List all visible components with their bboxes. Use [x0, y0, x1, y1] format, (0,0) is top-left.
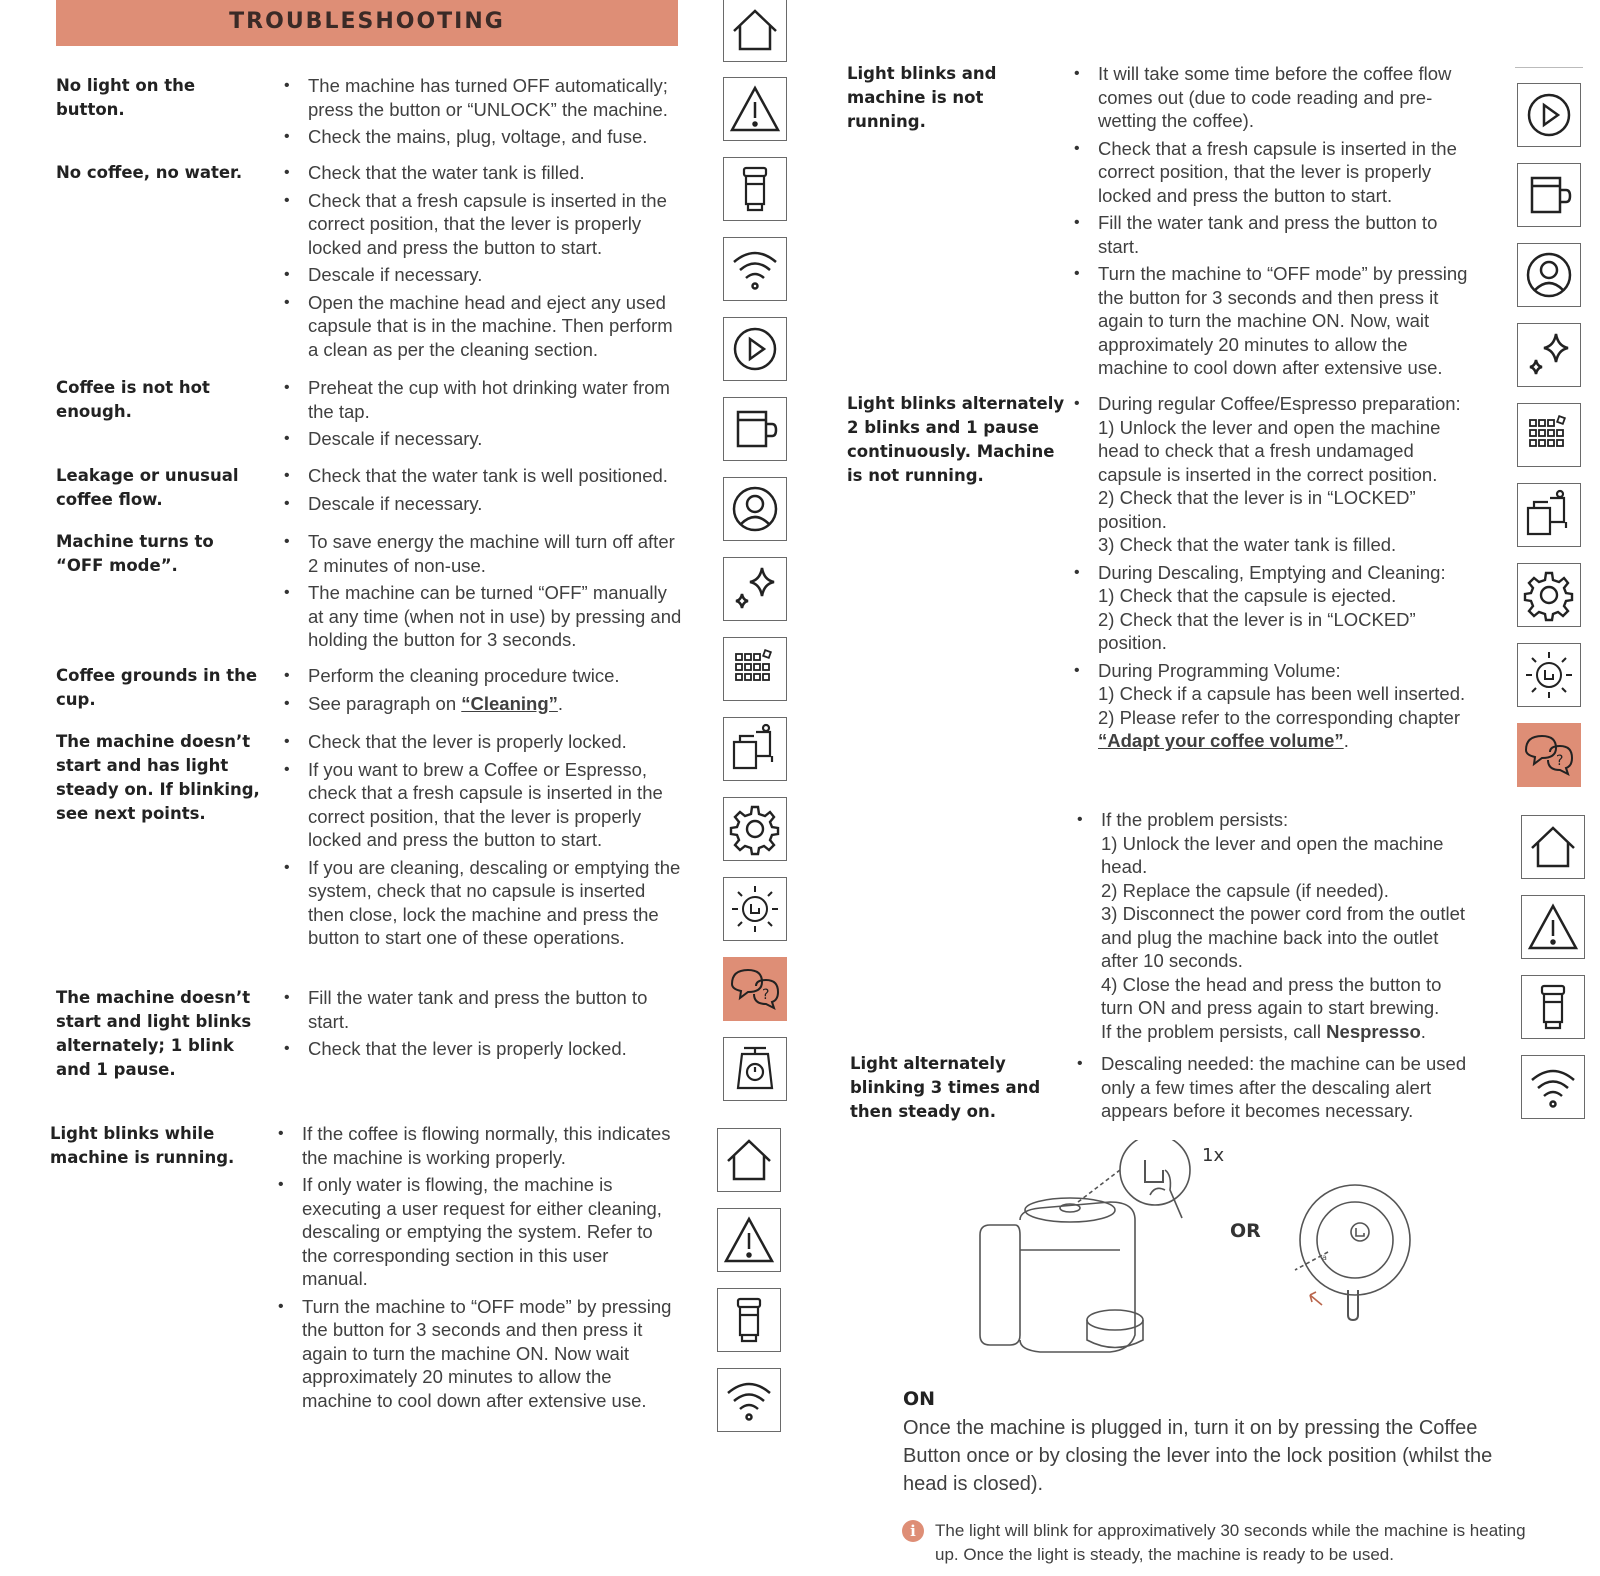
issue-title: Coffee is not hot enough.	[56, 378, 210, 421]
descale-icon[interactable]	[1517, 483, 1581, 547]
solution-list	[1075, 1052, 1475, 1127]
machine-icon[interactable]	[723, 157, 787, 221]
cup-icon[interactable]	[723, 397, 787, 461]
solution-item: • The machine has turned OFF automatically; press the button or “UNLOCK” the machine.	[282, 74, 682, 121]
settings-icon[interactable]	[723, 797, 787, 861]
solution-list	[282, 376, 682, 455]
solution-item: • Open the machine head and eject any used capsule that is in the machine. Then perform a clean as per the cleaning section.	[282, 291, 682, 362]
adapt-volume-link[interactable]: “Adapt your coffee volume”	[1098, 730, 1344, 751]
warning-icon[interactable]	[717, 1208, 781, 1272]
solution-list	[276, 1122, 676, 1416]
machine-icon[interactable]	[1521, 975, 1585, 1039]
rail-divider	[1515, 67, 1583, 68]
solution-item: • Fill the water tank and press the button to start.	[282, 986, 682, 1033]
solution-item: • Preheat the cup with hot drinking water from the tap.	[282, 376, 682, 423]
issue-title: No coffee, no water.	[56, 163, 243, 182]
home-icon[interactable]	[723, 0, 787, 62]
wifi-icon[interactable]	[1521, 1055, 1585, 1119]
info-note: The light will blink for approximatively 30 seconds while the machine is heating up. Once the light is steady, the machine is ready to be used.	[935, 1521, 1526, 1564]
issue-title: Leakage or unusual coffee flow.	[56, 466, 239, 509]
cup-icon[interactable]	[1517, 163, 1581, 227]
solution-item: • If only water is flowing, the machine is executing a user request for either cleaning, descaling or emptying the system. Refer to the corresponding section in this user manual.	[276, 1173, 676, 1291]
solution-item: • Descale if necessary.	[282, 492, 682, 516]
user-icon[interactable]	[1517, 243, 1581, 307]
solution-list	[282, 161, 682, 365]
issue-title: Light blinks while machine is running.	[50, 1124, 235, 1167]
solution-list	[1072, 392, 1472, 757]
home-icon[interactable]	[717, 1128, 781, 1192]
solution-item: • Descale if necessary.	[282, 427, 682, 451]
wifi-icon[interactable]	[717, 1368, 781, 1432]
solution-item: • Check that the lever is properly locked.	[282, 730, 682, 754]
solution-item: • If you are cleaning, descaling or emptying the system, check that no capsule is inserted then close, lock the machine and press the button to start one of these operations.	[282, 856, 682, 950]
machine-icon[interactable]	[717, 1288, 781, 1352]
play-icon[interactable]	[1517, 83, 1581, 147]
wifi-icon[interactable]	[723, 237, 787, 301]
solution-list	[282, 730, 682, 954]
info-icon: i	[902, 1520, 924, 1542]
solution-text: If the problem persists: 1) Unlock the lever and open the machine head. 2) Replace the capsule (if needed). 3) Disconnect the power cord from the outlet and plug the machine back into the outlet after 10 seconds. 4) Close the head and press the button to turn ON and press again to start brewing. If the problem persists, call	[1101, 809, 1466, 1042]
capsule-grid-icon[interactable]	[723, 637, 787, 701]
sparkle-icon[interactable]	[1517, 323, 1581, 387]
solution-item	[1072, 659, 1472, 753]
solution-item: • Fill the water tank and press the button to start.	[1072, 211, 1472, 258]
settings-icon[interactable]	[1517, 563, 1581, 627]
svg-text:?: ?	[762, 987, 770, 1003]
solution-item: • Check that a fresh capsule is inserted in the correct position, that the lever is properly locked and press the button to start.	[1072, 137, 1472, 208]
solution-item: • Turn the machine to “OFF mode” by pressing the button for 3 seconds and then press it again to turn the machine ON. Now wait approximately 20 minutes to allow the machine to cool down after extensive use.	[276, 1295, 676, 1413]
home-icon[interactable]	[1521, 815, 1585, 879]
issue-title: The machine doesn’t start and has light steady on. If blinking, see next points.	[56, 732, 260, 823]
press-count-label: 1x	[1202, 1145, 1225, 1166]
warning-icon[interactable]	[1521, 895, 1585, 959]
issue-title: Light blinks and machine is not running.	[847, 64, 997, 131]
play-icon[interactable]	[723, 317, 787, 381]
solution-item: • Descale if necessary.	[282, 263, 682, 287]
cleaning-link[interactable]: “Cleaning”	[461, 692, 558, 714]
solution-list	[282, 986, 682, 1065]
machine-illustration	[960, 1140, 1430, 1375]
solution-list	[282, 664, 682, 719]
issue-title: No light on the button.	[56, 76, 196, 119]
brand-name: Nespresso	[1326, 1020, 1421, 1042]
user-icon[interactable]	[723, 477, 787, 541]
solution-list	[1072, 62, 1472, 384]
solution-list	[282, 464, 682, 519]
capsule-grid-icon[interactable]	[1517, 403, 1581, 467]
sparkle-icon[interactable]	[723, 557, 787, 621]
solution-item: • Descaling needed: the machine can be used only a few times after the descaling alert appears before it becomes necessary.	[1075, 1052, 1475, 1123]
solution-item: • Check that the lever is properly locked.	[282, 1037, 682, 1061]
help-chat-icon[interactable]	[1517, 723, 1581, 787]
troubleshooting-banner	[56, 0, 678, 46]
solution-item: • Perform the cleaning procedure twice.	[282, 664, 682, 688]
warning-icon[interactable]	[723, 77, 787, 141]
solution-text: .	[1343, 730, 1349, 751]
solution-text: During Programming Volume: 1) Check if a capsule has been well inserted. 2) Please refer to the corresponding chapter	[1098, 659, 1466, 728]
solution-text: .	[557, 692, 564, 714]
solution-text: .	[1420, 1020, 1426, 1042]
solution-item: • During Descaling, Emptying and Cleaning: 1) Check that the capsule is ejected. 2) Check that the lever is in “LOCKED” position.	[1072, 561, 1472, 655]
light-button-icon[interactable]	[723, 877, 787, 941]
issue-title: Light blinks alternately 2 blinks and 1 pause continuously. Machine is not running.	[847, 394, 1065, 485]
solution-list	[282, 530, 682, 656]
solution-item	[1075, 808, 1475, 1043]
issue-title: Light alternately blinking 3 times and then steady on.	[850, 1054, 1041, 1121]
issue-title: Coffee grounds in the cup.	[56, 666, 258, 709]
solution-list	[282, 74, 682, 153]
descale-icon[interactable]	[723, 717, 787, 781]
page-title: TROUBLESHOOTING	[229, 9, 505, 34]
solution-item: • It will take some time before the coffee flow comes out (due to code reading and pre-wetting the coffee).	[1072, 62, 1472, 133]
help-chat-icon[interactable]	[723, 957, 787, 1021]
solution-list	[1075, 808, 1475, 1047]
or-label: OR	[1230, 1220, 1261, 1242]
solution-item: • The machine can be turned “OFF” manually at any time (when not in use) by pressing and holding the button for 3 seconds.	[282, 581, 682, 652]
on-section-text: Once the machine is plugged in, turn it on by pressing the Coffee Button once or by closing the lever into the lock position (whilst the head is closed).	[903, 1417, 1493, 1495]
solution-item: • Check the mains, plug, voltage, and fuse.	[282, 125, 682, 149]
solution-item: • Check that the water tank is filled.	[282, 161, 682, 185]
solution-item: • If you want to brew a Coffee or Espresso, check that a fresh capsule is inserted in the correct position, that the lever is properly locked and press the button to start.	[282, 758, 682, 852]
solution-item: • Turn the machine to “OFF mode” by pressing the button for 3 seconds and then press it again to turn the machine ON. Now, wait approximately 20 minutes to allow the machine to cool down after extensive use.	[1072, 262, 1472, 380]
solution-item: • Check that a fresh capsule is inserted in the correct position, that the lever is properly locked and press the button to start.	[282, 189, 682, 260]
solution-text: See paragraph on	[308, 692, 462, 714]
on-section-title: ON	[903, 1388, 936, 1410]
light-button-icon[interactable]	[1517, 643, 1581, 707]
solution-item: • During regular Coffee/Espresso preparation: 1) Unlock the lever and open the machine head to check that a fresh undamaged capsule is inserted in the correct position. 2) Check that the lever is in “LOCKED” position. 3) Check that the water tank is filled.	[1072, 392, 1472, 557]
solution-item: • Check that the water tank is well positioned.	[282, 464, 682, 488]
issue-title: The machine doesn’t start and light blinks alternately; 1 blink and 1 pause.	[56, 988, 252, 1079]
solution-item	[282, 692, 682, 716]
solution-item: • To save energy the machine will turn off after 2 minutes of non-use.	[282, 530, 682, 577]
solution-item: • If the coffee is flowing normally, this indicates the machine is working properly.	[276, 1122, 676, 1169]
scale-icon[interactable]	[723, 1037, 787, 1101]
issue-title: Machine turns to “OFF mode”.	[56, 532, 214, 575]
svg-text:a: a	[1322, 1253, 1327, 1262]
svg-text:?: ?	[1556, 753, 1564, 769]
